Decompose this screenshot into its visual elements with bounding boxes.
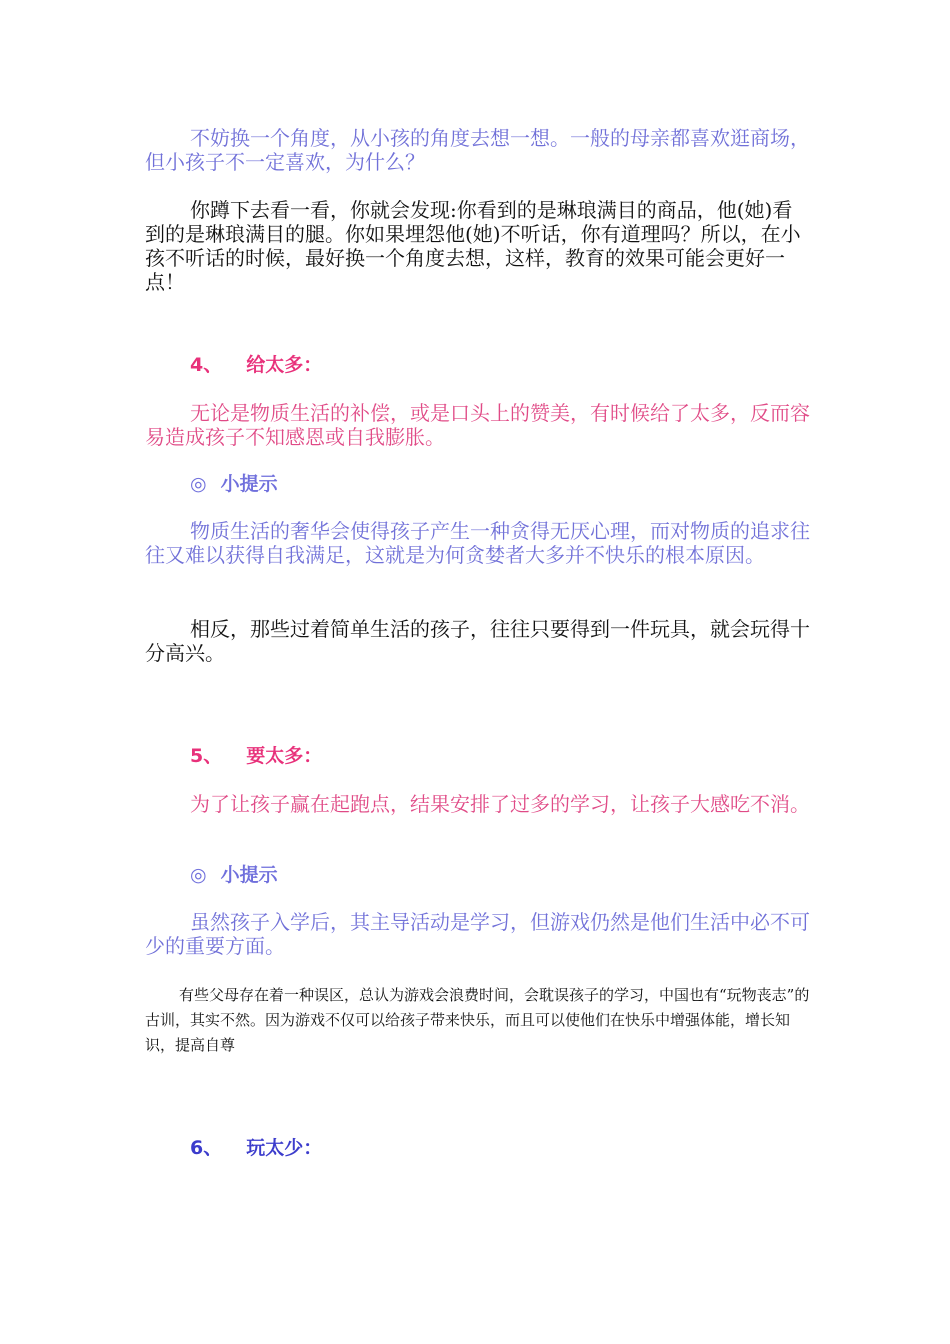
section-5-description: 为了让孩子赢在起跑点，结果安排了过多的学习，让孩子大感吃不消。 <box>190 792 810 816</box>
intro-paragraph-1: 不妨换一个角度，从小孩的角度去想一想。一般的母亲都喜欢逛商场，但小孩子不一定喜欢，为什么？ <box>145 126 810 174</box>
section-6-number: 6、 <box>190 1137 223 1159</box>
double-circle-icon: ◎ <box>190 864 207 886</box>
section-4-heading <box>190 353 322 377</box>
section-5-tip-heading <box>190 863 278 887</box>
section-5-small-paragraph: 有些父母存在着一种误区，总认为游戏会浪费时间，会耽误孩子的学习，中国也有“玩物丧志”的古训，其实不然。因为游戏不仅可以给孩子带来快乐，而且可以使他们在快乐中增强体能，增长知识，提高自尊 <box>145 986 810 1054</box>
section-4-tip-label: 小提示 <box>220 473 278 495</box>
section-6-title: 玩太少： <box>246 1137 323 1159</box>
section-4-number: 4、 <box>190 354 223 376</box>
section-4-title: 给太多： <box>246 354 323 376</box>
intro-paragraph-2: 你蹲下去看一看，你就会发现:你看到的是琳琅满目的商品，他(她)看到的是琳琅满目的腿。你如果埋怨他(她)不听话，你有道理吗？所以，在小孩不听话的时候，最好换一个角度去想，这样，教育的效果可能会更好一点！ <box>145 198 801 294</box>
section-4-description: 无论是物质生活的补偿，或是口头上的赞美，有时候给了太多，反而容易造成孩子不知感恩或自我膨胀。 <box>145 401 810 449</box>
section-5-number: 5、 <box>190 745 223 767</box>
section-5-tip-label: 小提示 <box>220 864 278 886</box>
section-6-heading <box>190 1136 322 1160</box>
section-5-title: 要太多： <box>246 745 323 767</box>
section-4-tip-heading <box>190 472 278 496</box>
double-circle-icon: ◎ <box>190 473 207 495</box>
section-5-heading <box>190 744 322 768</box>
section-4-tip-paragraph: 物质生活的奢华会使得孩子产生一种贪得无厌心理，而对物质的追求往往又难以获得自我满足，这就是为何贪婪者大多并不快乐的根本原因。 <box>145 519 810 567</box>
section-5-tip-paragraph: 虽然孩子入学后，其主导活动是学习，但游戏仍然是他们生活中必不可少的重要方面。 <box>145 910 810 958</box>
section-4-paragraph: 相反，那些过着简单生活的孩子，往往只要得到一件玩具，就会玩得十分高兴。 <box>145 617 810 665</box>
